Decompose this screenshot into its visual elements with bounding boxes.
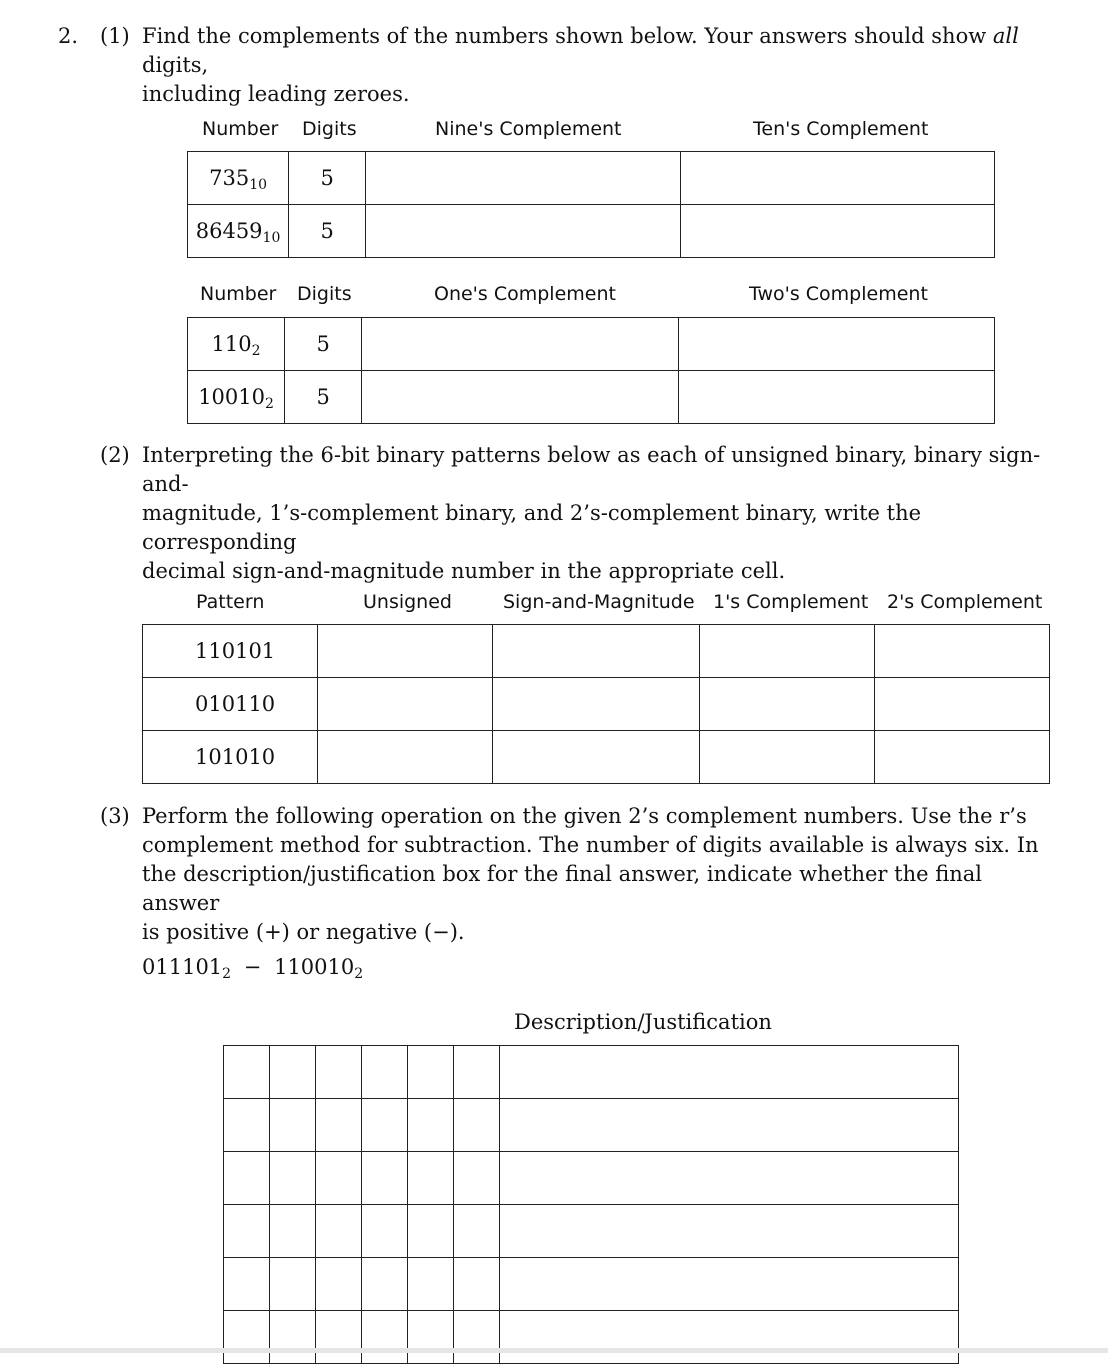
table-row — [224, 1311, 959, 1364]
digits-cell: 5 — [289, 152, 366, 205]
digit-cell[interactable] — [269, 1311, 315, 1364]
table-row — [224, 1152, 959, 1205]
dec-header-tens: Ten's Complement — [753, 118, 929, 140]
twos-complement-answer[interactable] — [875, 731, 1050, 784]
digit-cell[interactable] — [224, 1152, 270, 1205]
twos-complement-answer[interactable] — [678, 371, 994, 424]
part3-label: (3) — [100, 804, 130, 828]
nines-complement-answer[interactable] — [366, 152, 680, 205]
description-cell[interactable] — [499, 1258, 958, 1311]
twos-complement-answer[interactable] — [678, 318, 994, 371]
unsigned-answer[interactable] — [317, 625, 492, 678]
part3-text: Perform the following operation on the given 2’s complement numbers. Use the r’s complement method for subtraction. The number of digits available is always six. In the description/justification box for the final answer, indicate whether the final answer is positive (+) or negative (−). — [142, 804, 1039, 944]
digit-cell[interactable] — [224, 1258, 270, 1311]
table-row — [224, 1258, 959, 1311]
description-cell[interactable] — [499, 1205, 958, 1258]
digit-cell[interactable] — [361, 1205, 407, 1258]
binary-complement-table — [187, 317, 995, 424]
table-row — [188, 318, 995, 371]
digit-cell[interactable] — [224, 1099, 270, 1152]
digit-cell[interactable] — [269, 1152, 315, 1205]
digit-cell[interactable] — [453, 1258, 499, 1311]
ones-complement-answer[interactable] — [700, 678, 875, 731]
table-row — [224, 1099, 959, 1152]
table-row — [188, 152, 995, 205]
table-row — [224, 1046, 959, 1099]
description-cell[interactable] — [499, 1311, 958, 1364]
table-row — [188, 371, 995, 424]
nines-complement-answer[interactable] — [366, 205, 680, 258]
twos-complement-header: 2's Complement — [887, 591, 1043, 613]
number-cell: $86459_{10}$ — [188, 205, 289, 258]
number-cell: $10010_2$ — [188, 371, 285, 424]
digit-cell[interactable] — [453, 1152, 499, 1205]
digit-cell[interactable] — [407, 1311, 453, 1364]
digit-cell[interactable] — [315, 1099, 361, 1152]
number-cell: $110_2$ — [188, 318, 285, 371]
pattern-table — [142, 624, 1050, 784]
description-cell[interactable] — [499, 1152, 958, 1205]
page-bottom-edge — [0, 1348, 1108, 1353]
sign-magnitude-answer[interactable] — [492, 678, 700, 731]
table-row — [143, 731, 1050, 784]
digit-cell[interactable] — [315, 1152, 361, 1205]
table-row — [188, 205, 995, 258]
digit-cell[interactable] — [361, 1152, 407, 1205]
sign-magnitude-answer[interactable] — [492, 731, 700, 784]
digits-cell: 5 — [285, 371, 362, 424]
problem-number: 2. — [58, 24, 79, 48]
digit-cell[interactable] — [407, 1152, 453, 1205]
dec-header-nines: Nine's Complement — [435, 118, 622, 140]
sign-magnitude-answer[interactable] — [492, 625, 700, 678]
digit-cell[interactable] — [407, 1099, 453, 1152]
digit-cell[interactable] — [453, 1205, 499, 1258]
dec-header-digits: Digits — [302, 118, 357, 140]
part1-text: Find the complements of the numbers shown below. Your answers should show all digits, including leading zeroes. — [142, 24, 1019, 106]
twos-complement-answer[interactable] — [875, 625, 1050, 678]
work-table — [223, 1045, 959, 1364]
digit-cell[interactable] — [315, 1205, 361, 1258]
part1-label: (1) — [100, 24, 130, 48]
part2-label: (2) — [100, 443, 130, 467]
digit-cell[interactable] — [315, 1258, 361, 1311]
part2-text: Interpreting the 6-bit binary patterns below as each of unsigned binary, binary sign-and- magnitude, 1’s-complement binary, and 2’s-complement binary, write the corresponding decimal sign-and-magnitude number in the appropriate cell. — [142, 443, 1041, 583]
description-cell[interactable] — [499, 1046, 958, 1099]
digits-cell: 5 — [289, 205, 366, 258]
pattern-cell: 101010 — [143, 731, 318, 784]
ones-complement-answer[interactable] — [700, 731, 875, 784]
bin-header-ones: One's Complement — [434, 283, 616, 305]
table-row — [143, 678, 1050, 731]
digits-cell: 5 — [285, 318, 362, 371]
ones-complement-header: 1's Complement — [713, 591, 869, 613]
ones-complement-answer[interactable] — [362, 371, 678, 424]
sign-magnitude-header: Sign-and-Magnitude — [503, 591, 695, 613]
digit-cell[interactable] — [407, 1258, 453, 1311]
unsigned-header: Unsigned — [363, 591, 452, 613]
digit-cell[interactable] — [407, 1046, 453, 1099]
ones-complement-answer[interactable] — [362, 318, 678, 371]
number-cell: $735_{10}$ — [188, 152, 289, 205]
digit-cell[interactable] — [315, 1311, 361, 1364]
twos-complement-answer[interactable] — [875, 678, 1050, 731]
table-row — [143, 625, 1050, 678]
decimal-complement-table — [187, 151, 995, 258]
digit-cell[interactable] — [361, 1099, 407, 1152]
digit-cell[interactable] — [269, 1205, 315, 1258]
dec-header-number: Number — [202, 118, 279, 140]
description-header: Description/Justification — [514, 1010, 772, 1034]
pattern-header: Pattern — [196, 591, 265, 613]
digit-cell[interactable] — [224, 1046, 270, 1099]
pattern-cell: 110101 — [143, 625, 318, 678]
unsigned-answer[interactable] — [317, 678, 492, 731]
digit-cell[interactable] — [453, 1099, 499, 1152]
unsigned-answer[interactable] — [317, 731, 492, 784]
digit-cell[interactable] — [224, 1311, 270, 1364]
digit-cell[interactable] — [315, 1046, 361, 1099]
digit-cell[interactable] — [361, 1311, 407, 1364]
bin-header-twos: Two's Complement — [749, 283, 928, 305]
bin-header-digits: Digits — [297, 283, 352, 305]
digit-cell[interactable] — [361, 1046, 407, 1099]
digit-cell[interactable] — [453, 1311, 499, 1364]
digit-cell[interactable] — [269, 1046, 315, 1099]
table-row — [224, 1205, 959, 1258]
digit-cell[interactable] — [224, 1205, 270, 1258]
pattern-cell: 010110 — [143, 678, 318, 731]
digit-cell[interactable] — [361, 1258, 407, 1311]
digit-cell[interactable] — [407, 1205, 453, 1258]
subtraction-expression: $011101_2 - 110010_2$ — [142, 955, 364, 982]
digit-cell[interactable] — [453, 1046, 499, 1099]
digit-cell[interactable] — [269, 1258, 315, 1311]
tens-complement-answer[interactable] — [680, 205, 994, 258]
ones-complement-answer[interactable] — [700, 625, 875, 678]
tens-complement-answer[interactable] — [680, 152, 994, 205]
bin-header-number: Number — [200, 283, 277, 305]
digit-cell[interactable] — [269, 1099, 315, 1152]
description-cell[interactable] — [499, 1099, 958, 1152]
